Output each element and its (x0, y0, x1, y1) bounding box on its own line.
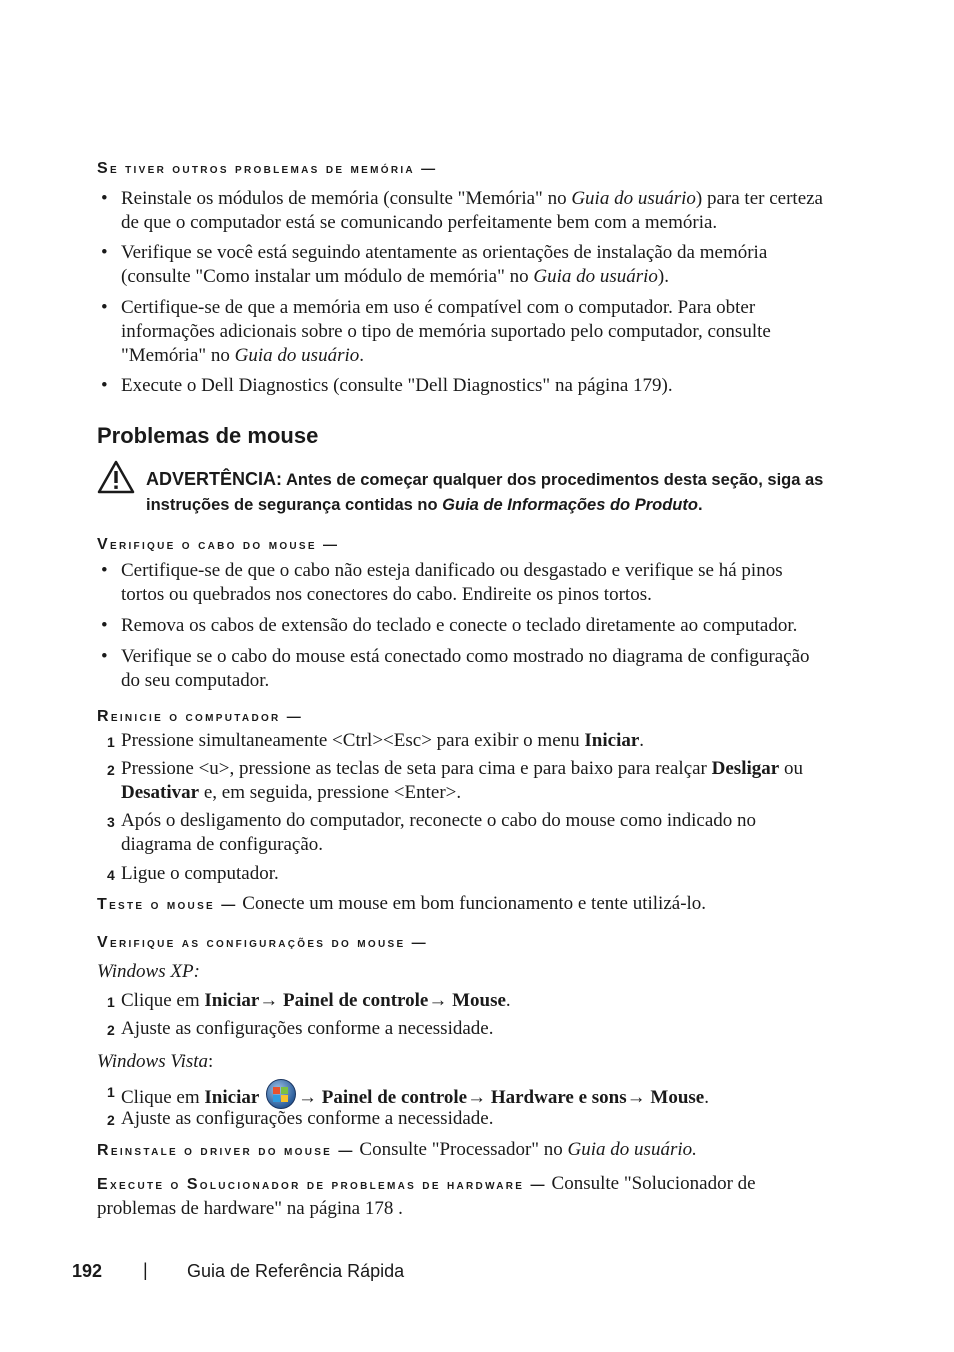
list-item: • Verifique se você está seguindo atentamente as orientações de instalação da memória (consulte "Como instalar um módulo de memória" no Guia do usuário). (101, 242, 768, 287)
list-item: • Certifique-se de que o cabo não esteja danificado ou desgastado e verifique se há pinos tortos ou quebrados nos conectores do cabo. Endireite os pinos tortos. (101, 560, 783, 605)
list-item: 1 Clique em Iniciar → Painel de controle→ Hardware e sons→ Mouse. (97, 1079, 827, 1110)
list-item: 2 Pressione <u>, pressione as teclas de seta para cima e para baixo para realçar Desligar ou Desativar e, em seguida, pressione <Enter>. (107, 758, 803, 803)
warning-note: ADVERTÊNCIA: Antes de começar qualquer dos procedimentos desta seção, siga as instruções de segurança contidas no Guia de Informações do Produto. (146, 469, 824, 514)
list-item: • Execute o Dell Diagnostics (consulte "Dell Diagnostics" na página 179). (101, 375, 673, 396)
footer-title: Guia de Referência Rápida (187, 1261, 405, 1281)
footer-separator: | (143, 1260, 148, 1280)
list-item: • Remova os cabos de extensão do teclado e conecte o teclado diretamente ao computador. (101, 615, 798, 636)
teste-paragraph: Teste o mouse — Conecte um mouse em bom funcionamento e tente utilizá-lo. (97, 893, 707, 914)
section-heading-reinicie: Reinicie o computador — (97, 708, 304, 725)
list-item: 4 Ligue o computador. (107, 863, 279, 884)
driver-paragraph: Reinstale o driver do mouse — Consulte "Processador" no Guia do usuário. (97, 1139, 697, 1160)
section-heading-cabo: Verifique o cabo do mouse — (97, 536, 340, 553)
list-item: • Certifique-se de que a memória em uso é compatível com o computador. Para obter informações adicionais sobre o tipo de memória suportado pelo computador, consulte "Memória" no Guia do usuário. (101, 297, 771, 366)
section-heading-config: Verifique as configurações do mouse — (97, 934, 428, 951)
os-label-vista: Windows Vista: (97, 1051, 214, 1072)
warning-icon (97, 460, 135, 494)
solucionador-paragraph: Execute o Solucionador de problemas de hardware — Consulte "Solucionador de problemas de hardware" na página 178 . (97, 1173, 756, 1219)
list-item: 2 Ajuste as configurações conforme a necessidade. (107, 1018, 494, 1039)
list-item: 1 Pressione simultaneamente <Ctrl><Esc> para exibir o menu Iniciar. (107, 730, 645, 751)
page-number: 192 (72, 1261, 103, 1281)
windows-start-icon (266, 1079, 296, 1109)
list-item: • Verifique se o cabo do mouse está conectado como mostrado no diagrama de configuração do seu computador. (101, 646, 810, 691)
list-item: 3 Após o desligamento do computador, reconecte o cabo do mouse como indicado no diagrama de configuração. (107, 810, 757, 855)
list-item: • Reinstale os módulos de memória (consulte "Memória" no Guia do usuário) para ter certeza de que o computador está se comunicando perfeitamente bem com a memória. (101, 188, 823, 233)
section-heading-memoria: Se tiver outros problemas de memória — (97, 160, 438, 177)
list-item: 1 Clique em Iniciar→ Painel de controle→ Mouse. (107, 990, 511, 1011)
list-item: 2 Ajuste as configurações conforme a necessidade. (107, 1108, 494, 1129)
page-section-title: Problemas de mouse (97, 423, 319, 448)
os-label-xp: Windows XP: (97, 961, 200, 982)
